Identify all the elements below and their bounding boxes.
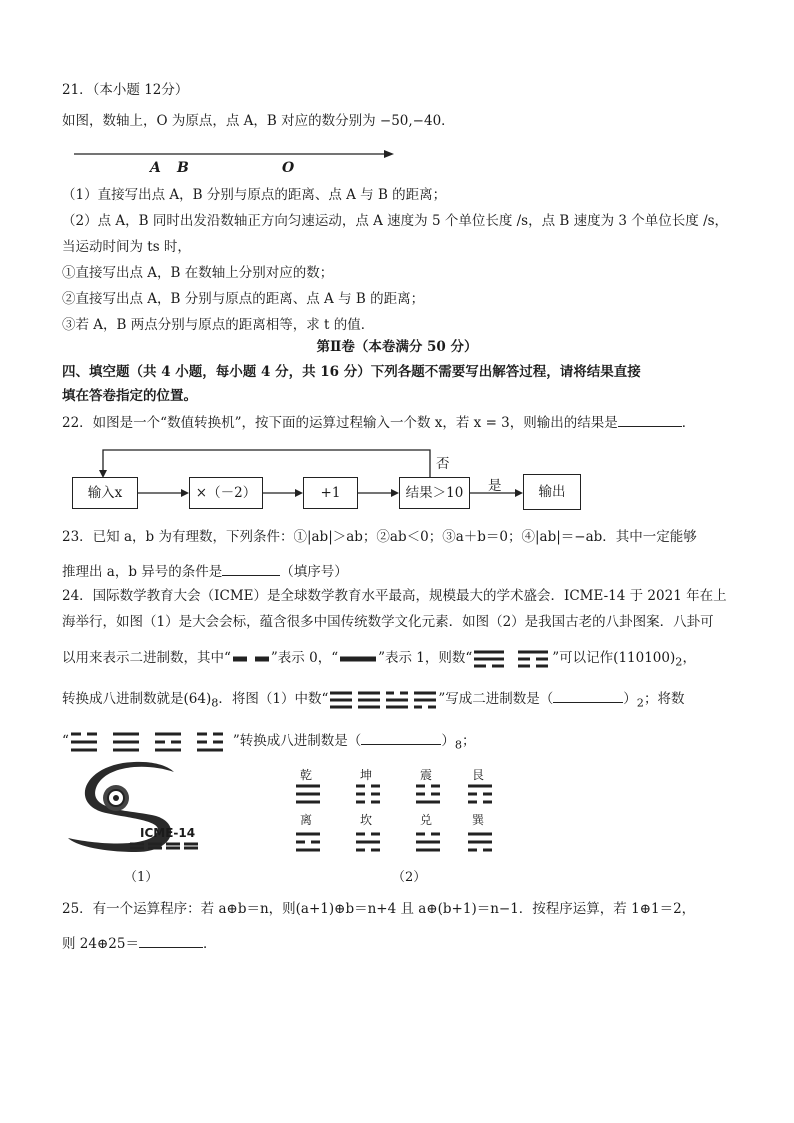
flow-condition: 结果＞10 bbox=[399, 477, 470, 509]
flow-input: 输入x bbox=[72, 477, 138, 509]
q21-part2: （2）点 A，B 同时出发沿数轴正方向匀速运动，点 A 速度为 5 个单位长度 /s，点 B 速度为 3 个单位长度 /s， bbox=[62, 213, 729, 229]
answer-blank[interactable] bbox=[222, 561, 280, 576]
number-line bbox=[72, 146, 402, 182]
trigram-label-zhen: 震 bbox=[420, 768, 433, 782]
kun-trigram bbox=[356, 786, 380, 802]
axis-label-b: B bbox=[177, 160, 189, 176]
figure2-caption: （2） bbox=[392, 870, 427, 885]
axis-label-o: O bbox=[282, 160, 295, 176]
section-heading-1: 四、填空题（共 4 小题，每小题 4 分，共 16 分）下列各题不需要写出解答过程，请将结果直接 bbox=[62, 364, 641, 380]
flow-add: +1 bbox=[303, 477, 358, 509]
trigram-label-dui: 兑 bbox=[420, 813, 433, 827]
q25-line1: 25．有一个运算程序：若 a⊕b＝n，则(a+1)⊕b＝n+4 且 a⊕(b+1)＝n−1．按程序运算，若 1⊕1＝2， bbox=[62, 901, 696, 917]
q24-line4: 转换成八进制数就是$(64)_8$．将图（1）中数“ ”写成二进制数是（ ）$_2$；将数 bbox=[62, 688, 684, 714]
section-heading-2: 填在答卷指定的位置。 bbox=[62, 388, 197, 404]
dui-trigram bbox=[416, 834, 440, 850]
convert-trigrams-icon bbox=[69, 731, 233, 753]
gen-trigram bbox=[468, 786, 492, 802]
q24-line1: 24．国际数学教育大会（ICME）是全球数学教育水平最高，规模最大的学术盛会．ICME-14 于 2021 年在上 bbox=[62, 588, 727, 604]
q23-line2: 推理出 a，b 异号的条件是 （填序号） bbox=[62, 561, 348, 582]
trigram-label-kun: 坤 bbox=[360, 768, 373, 782]
answer-blank[interactable] bbox=[361, 730, 441, 745]
q21-sub1: ①直接写出点 A，B 在数轴上分别对应的数； bbox=[62, 265, 334, 281]
answer-blank[interactable] bbox=[618, 412, 682, 427]
flow-output: 输出 bbox=[523, 474, 581, 510]
yang-bar-icon bbox=[338, 654, 378, 664]
trigram-pair-icon bbox=[472, 649, 552, 669]
q24-line5: “ ”转换成八进制数是（ ）$_8$； bbox=[62, 730, 475, 756]
trigram-label-xun: 巽 bbox=[472, 813, 485, 827]
li-trigram bbox=[296, 834, 320, 850]
q21-sub3: ③若 A，B 两点分别与原点的距离相等，求 t 的值． bbox=[62, 317, 375, 333]
q22-question: 22．如图是一个“数值转换机”，按下面的运算过程输入一个数 x，若 x = 3，则输出的结果是 ． bbox=[62, 412, 695, 433]
axis-label-a: A bbox=[150, 160, 161, 176]
zhen-trigram bbox=[416, 786, 440, 802]
logo-trigrams-icon bbox=[328, 690, 438, 710]
q21-intro: 如图，数轴上，O 为原点，点 A，B 对应的数分别为 −50,−40． bbox=[62, 113, 455, 129]
qian-trigram bbox=[296, 786, 320, 802]
trigram-label-li: 离 bbox=[300, 813, 313, 827]
flow-yes-label: 是 bbox=[488, 478, 502, 494]
flow-multiply: ×（－2） bbox=[189, 477, 263, 509]
trigram-label-gen: 艮 bbox=[472, 768, 485, 782]
trigram-label-kan: 坎 bbox=[360, 813, 373, 827]
answer-blank[interactable] bbox=[553, 688, 623, 703]
xun-trigram bbox=[468, 834, 492, 850]
bagua-diagram bbox=[290, 782, 510, 862]
kan-trigram bbox=[356, 834, 380, 850]
q24-line3: 以用来表示二进制数，其中“ ”表示 0，“ ”表示 1，则数“ ”可以记作$(110100)_2$， bbox=[62, 650, 696, 669]
trigram-label-qian: 乾 bbox=[300, 768, 313, 782]
q24-line2: 海举行，如图（1）是大会会标，蕴含很多中国传统数学文化元素．如图（2）是我国古老的八卦图案．八卦可 bbox=[62, 614, 714, 630]
q23-line1: 23．已知 a，b 为有理数，下列条件：①|ab|＞ab；②ab＜0；③a＋b＝0；④|ab|＝−ab．其中一定能够 bbox=[62, 529, 697, 545]
yin-bar-icon bbox=[231, 654, 271, 664]
q21-header: 21．（本小题 12分） bbox=[62, 82, 189, 98]
icme-logo bbox=[64, 760, 214, 860]
q25-line2: 则 24⊕25＝ ． bbox=[62, 933, 216, 954]
flow-no-label: 否 bbox=[436, 456, 450, 472]
q21-part1: （1）直接写出点 A，B 分别与原点的距离、点 A 与 B 的距离； bbox=[62, 187, 447, 203]
answer-blank[interactable] bbox=[139, 933, 203, 948]
logo-text: ICME-14 bbox=[140, 826, 196, 840]
figure1-caption: （1） bbox=[124, 870, 159, 885]
section-title: 第Ⅱ卷（本卷满分 50 分） bbox=[316, 339, 478, 355]
q21-sub2: ②直接写出点 A，B 分别与原点的距离、点 A 与 B 的距离； bbox=[62, 291, 425, 307]
q21-part2b: 当运动时间为 ts 时， bbox=[62, 239, 191, 255]
